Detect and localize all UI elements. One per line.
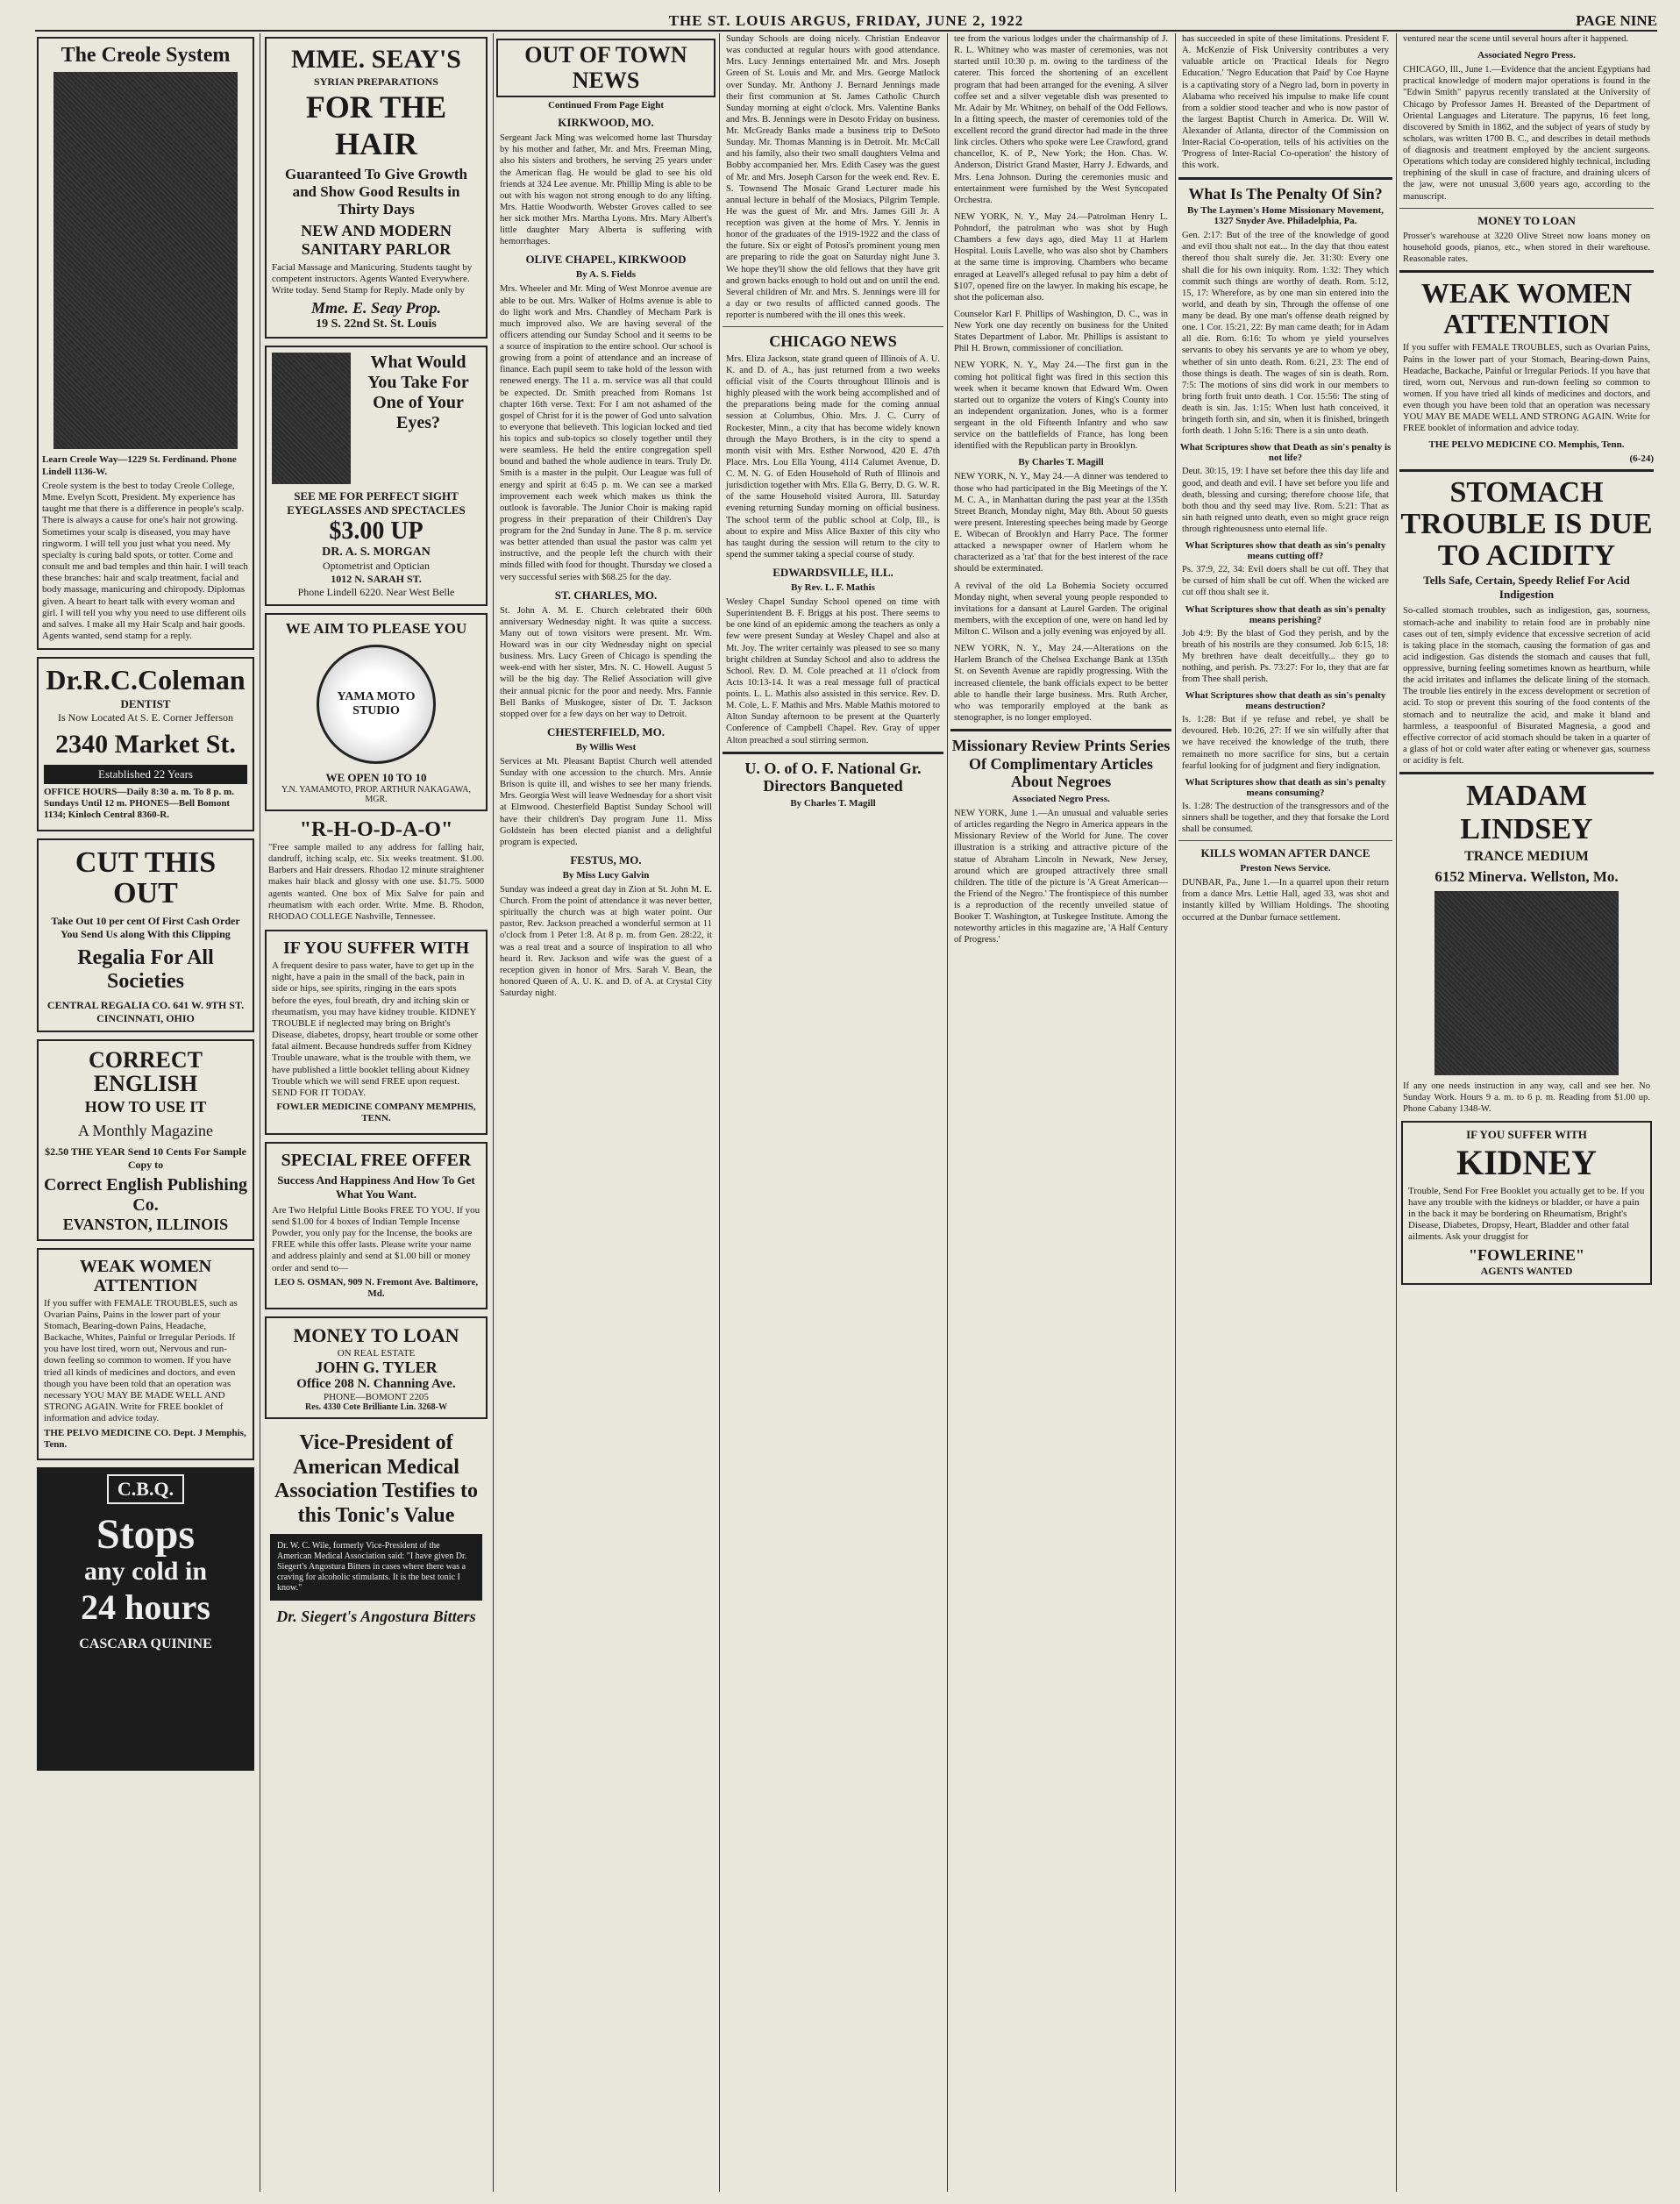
lindsey-title: MADAM LINDSEY	[1460, 780, 1593, 846]
coleman-ad	[37, 657, 254, 831]
tyler-loan-ad	[265, 1316, 488, 1419]
lindsey-sub: TRANCE MEDIUM	[1464, 849, 1589, 865]
column-rule	[947, 33, 948, 2192]
weak-women-ad-1	[37, 1248, 254, 1460]
vp-body-panel	[270, 1534, 482, 1601]
studio-head: WE AIM TO PLEASE YOU	[285, 620, 467, 638]
seay-ad	[265, 37, 488, 339]
missionary-byline: Associated Negro Press.	[1012, 794, 1110, 805]
divider	[1178, 177, 1392, 180]
column-3	[496, 33, 715, 2192]
olive-byline: By A. S. Fields	[575, 269, 637, 281]
what4-body: Is. 1:28: But if ye refuse and rebel, ye shall be devoured. Heb. 10:26, 27: If we sin wilfully after that we have received the knowledge of the truth, there remaineth no more sacrifice for sins, but a certain fearful looking for of judgment and fiery indignation.	[1182, 715, 1389, 771]
out-of-town-title: OUT OF TOWN NEWS	[496, 39, 715, 97]
magill-body: NEW YORK, N. Y., May 24.—A dinner was tendered to those who had participated in the Big Meetings of the Y. M. C. A., in Manhattan during the past year at the 135th Street Branch, Monday night, May 8th. About 50 guests were present. Interesting speeches being made by George E. Wibecan of Brooklyn and Harry Pace. The former attacked a newspaper owner of Harlem whom he characterized as a 'rat' that for the best interest of the race should be exterminated.	[954, 472, 1168, 574]
rhodao-ad	[265, 818, 488, 923]
cbq-panel	[37, 1467, 254, 1771]
offer-body: Are Two Helpful Little Books FREE TO YOU. If you send $1.00 for 4 boxes of Indian Temple Incense Powder, you only pay for the Incense, the books are FREE while this offer lasts. Please write your name and address plainly and send at $1.00 bill or money order and send to—	[272, 1204, 481, 1273]
ny5-body: NEW YORK, N. Y., May 24.—Alterations on the Harlem Branch of the Chelsea Exchange Bank at 135th St. on Seventh Avenue are rapidly progressing. With the increased clientele, the bank officials expect to be better able to handle their large business. Mrs. Ruth Archer, who was temporarily employed at the bank as stenographer, is no longer employed.	[954, 644, 1168, 723]
english-price: $2.50 THE YEAR Send 10 Cents For Sample Copy to	[45, 1145, 246, 1171]
english-title: CORRECT ENGLISH	[88, 1046, 203, 1097]
uof-byline: By Charles T. Magill	[790, 798, 876, 810]
weak-women-body-2: If you suffer with FEMALE TROUBLES, such as Ovarian Pains, Pains in the lower part of your Stomach, Bearing-down Pains, Headache, Backache, Painful or Irregular Periods. If you have that tired, worn out, Nervous and run-down feeling so common to women. If you have tried all kinds of medicines and doctors, and even though you have been told that an operation was necessary YOU MAY BE MADE WELL AND STRONG AGAIN. Write for FREE booklet of information and advice today.	[1403, 343, 1650, 434]
morgan-head: What Would You Take For One of Your Eyes?	[367, 353, 469, 433]
english-ad	[37, 1039, 254, 1241]
coleman-hours: OFFICE HOURS—Daily 8:30 a. m. To 8 p. m. Sundays Until 12 m. PHONES—Bell Bomont 1134; Kinloch Central 8360-R.	[44, 786, 234, 821]
suffer-body: A frequent desire to pass water, have to get up in the night, have a pain in the small of the back, pain in side or hips, see spirits, ringing in the ears spots before the eyes, foul breath, dry and itching skin or rheumatism, you may have kidney trouble. KIDNEY TROUBLE if neglected may bring on Bright's Disease, diabetes, dropsy, heart trouble or some other fatal ailment. Because hundreds suffer from Kidney Trouble unaware, what is the trouble with them, we have published a little booklet telling about Kidney Trouble which we will send FREE upon request. SEND FOR IT TODAY.	[272, 959, 479, 1098]
kidney-body: Trouble, Send For Free Booklet you actually get to be. If you have any trouble with the kidneys or bladder, or have a pain in the back it may be bordering on Rheumatism, Bright's Disease, Diabetes, Dropsy, Heart, Bladder and other fatal ailments. Ask your druggist for	[1408, 1185, 1645, 1243]
rhodao-body: "Free sample mailed to any address for falling hair, dandruff, itching scalp, etc. Six weeks treatment. $1.00. Barbers and Hair dressers. Rhodao 12 minute straightener makes hair black and glossy with one use. $1.75. 5000 agents wanted. One box of Mix Salve for pain and rheumatism with each order. Write. Mme. B. Rhodon, RHODAO COLLEGE Nashville, Tennessee.	[268, 843, 484, 922]
vp-foot: Dr. Siegert's Angostura Bitters	[276, 1607, 476, 1625]
offer-address: LEO S. OSMAN, 909 N. Fremont Ave. Baltimore, Md.	[274, 1276, 479, 1299]
column-4	[723, 33, 943, 2192]
column-rule	[493, 33, 494, 2192]
kidney-ad	[1401, 1121, 1652, 1285]
morgan-price: $3.00 UP	[329, 517, 424, 546]
weak-women-title-2: WEAK WOMEN ATTENTION	[1420, 277, 1633, 340]
morgan-title: Optometrist and Optician	[323, 560, 430, 573]
cut-out-product: Regalia For All Societies	[77, 945, 214, 993]
tyler-phone: PHONE—BOMONT 2205	[324, 1392, 429, 1403]
prosser-title: MONEY TO LOAN	[1477, 213, 1576, 227]
creole-ad	[37, 37, 254, 650]
coleman-title: DENTIST	[120, 696, 171, 710]
suffer-company: FOWLER MEDICINE COMPANY MEMPHIS, TENN.	[276, 1102, 476, 1124]
stomach-title: STOMACH TROUBLE IS DUE TO ACIDITY	[1400, 476, 1653, 572]
divider	[1178, 840, 1392, 841]
uof-head: U. O. of O. F. National Gr. Directors Banqueted	[744, 759, 922, 795]
cut-out-ad	[37, 838, 254, 1032]
stcharles-head: ST. CHARLES, MO.	[554, 588, 658, 602]
angostura-ad	[265, 1426, 488, 1630]
edwardsville-byline: By Rev. L. F. Mathis	[791, 582, 875, 594]
weak-women-title: WEAK WOMEN ATTENTION	[79, 1256, 212, 1295]
tyler-office: Office 208 N. Channing Ave.	[296, 1377, 456, 1392]
seay-guarantee: Guaranteed To Give Growth and Show Good Results in Thirty Days	[285, 165, 467, 218]
masthead-title: THE ST. LOUIS ARGUS, FRIDAY, JUNE 2, 1922	[668, 12, 1024, 29]
column-5	[950, 33, 1171, 2192]
offer-sub: Success And Happiness And How To Get What You Want.	[277, 1173, 475, 1201]
cut-out-line: Take Out 10 per cent Of First Cash Order You Send Us along With this Clipping	[51, 914, 240, 940]
divider	[723, 752, 943, 754]
tyler-sub: ON REAL ESTATE	[337, 1348, 416, 1359]
missionary-cont-body: has succeeded in spite of these limitations. President F. A. McKenzie of Fisk University contributes a very valuable article on 'Practical Ideals for Negro Education.' 'Negro Education that Paid' by Coe Hayne is a captivating story of a Negro lad, born in poverty in Alabama who received his impulse to make life count from a soldier stood teacher and who is now pastor of the largest Baptist Church in America. Dr. Will W. Alexander of Atlanta, director of the Commission on Inter-Racial Co-operation, tells of his activities on the 'Progress of Inter-Racial Co-operation' the history of this work.	[1182, 34, 1389, 171]
column-7	[1399, 33, 1654, 2192]
seay-sub: SYRIAN PREPARATIONS	[314, 75, 438, 88]
weak-women-body: If you suffer with FEMALE TROUBLES, such as Ovarian Pains, Pains in the lower part of your Stomach, Bearing-down Pains, Headache, Backache, Whites, Painful or Irregular Periods. If you have lost tired, worn out, Nervous and run-down feeling so common to women. If you have tried all kinds of medicines and doctors, and even though you have been told that an operation was necessary YOU MAY BE MADE WELL AND STRONG AGAIN. Write for FREE booklet of information and advice today.	[44, 1297, 238, 1424]
olive-head: OLIVE CHAPEL, KIRKWOOD	[525, 253, 687, 267]
column-6	[1178, 33, 1392, 2192]
column-1	[35, 33, 256, 2192]
edwardsville-body: Wesley Chapel Sunday School opened on time with Superintendent B. F. Briggs at his post. There seems to be one kind of an epidemic among the teachers as only a few were present Sunday at Wesley Chapel and also at Mt. Joy. The writer certainly was pleased to see so many bright children at Sunday School and also to address the School. Rev. D. M. Cole preached at 11 o'clock from Acts 10:13-14. It was a real message full of practical points. L. L. Mathis also assisted in this service. Rev. D. M. Cole, L. F. Mathis and Mrs. Mable Mathis motored to Alton Sunday afternoon to be present at the Quarterly Conference of Campbell Chapel. Rev. Gray of upper Alton preached a soul stirring sermon.	[726, 597, 940, 745]
stomach-body: So-called stomach troubles, such as indigestion, gas, sourness, stomach-ache and inability to retain food are in probably nine cases out of ten, simply evidence that excessive secretion of acid is taking place in the stomach, causing the formation of gas and acid indigestion. Gas distends the stomach and causes that full, oppressive, burning feeling sometimes known as heartburn, while the acid irritates and inflames the delicate lining of the stomach. The trouble lies entirely in the excess development or secretion of acid. To stop or prevent this souring of the food contents of the stomach and to neutralize the acid, and make it bland and harmless, a teaspoonful of Bisurated Magnesia, a good and effective corrector of acid stomach should be taken in a quarter of a glass of hot or cold water after eating or whenever gas, sourness or acidity is felt.	[1403, 606, 1650, 767]
what5-head: What Scriptures show that death as sin's penalty means consuming?	[1185, 776, 1386, 798]
coleman-name: Dr.R.C.Coleman	[46, 664, 246, 696]
penalty-body: Gen. 2:17: But of the tree of the knowledge of good and evil thou shalt not eat... In the day that thou eatest thereof thou shalt surely die. Jer. 31:30: Every one shall die for his own iniquity. Rom. 1:32: They which commit such things are worthy of death. Rom. 5:12, 15, 17: Wherefore, as by one man sin entered into the world, and death by sin, Through the offense of one many be dead. By one man's offense death reigned by one. 1 Cor. 15:21, 22: By man came death; for in Adam all die. Rom. 6:16: To whom ye yield yourselves servants to obey his servants ye are to whom ye obey, whether of sin unto death. Rom. 6:21, 23: The end of those things is death. The wages of sin is death. Rom. 7:5: The motions of sins did work in our members to bring forth fruit unto death. 1 Cor. 15:56: The sting of death is sin. Jas. 1:15: When lust hath conceived, it bringeth forth sin, and sin, when it is finished, bringeth forth death. 1 John 5:16: There is a sin unto death.	[1182, 231, 1389, 437]
stcharles-body: St. John A. M. E. Church celebrated their 60th anniversary Wednesday night. It was quite a success. Many out of town visitors were present. Mr. Wm. Howard was in our city Wednesday night on special business. Mrs. Lucy Green of Chicago is spending the week-end with her sister, Mrs. N. C. Howell. August 5 will be the big day. The Relief Association will give their annual picnic for the poor and needy. Mrs. Fannie Bell Banks of Muskogee, sister of Dr. T. Jackson stopped over for a few days on her way to Detroit.	[500, 605, 712, 719]
divider	[1399, 469, 1654, 472]
weak-women-company: THE PELVO MEDICINE CO. Dept. J Memphis, Tenn.	[44, 1427, 246, 1450]
kills-body: DUNBAR, Pa., June 1.—In a quarrel upon their return from a dance Mrs. Lettie Hall, aged 33, was shot and instantly killed by William Holdings. The shooting occurred at the Dunbar furnace settlement.	[1182, 878, 1389, 923]
ny3-body: NEW YORK, N. Y., May 24.—The first gun in the coming hot political fight was fired in this section this week when it became known that Edward Wm. Owen started out to organize the voters of King's County into an independent organization. Jones, who is a former sergeant in the old Fifteenth Infantry and who saw service on the battlefields of France, has long been identified with the Republican party in Brooklyn.	[954, 360, 1168, 452]
kirkwood-body: Sergeant Jack Ming was welcomed home last Thursday by his mother and father, Mr. and Mrs. Freeman Ming, also his sisters and brothers, he serving 25 years under the American flag. He would be glad to see his old friends at 324 Lee avenue. Mr. Phillip Ming is able to be out with his wagon not strong enough to do any lifting. Mrs. Hattie Woodworth. Webster Groves called to see her sick mother Mrs. Martha Lyons. Mrs. Mary Albert's little daughter Mary Alberta is suffering with hemorrhages.	[500, 133, 712, 247]
kidney-brand: "FOWLERINE"	[1468, 1245, 1584, 1264]
what4-head: What Scriptures show that death as sin's penalty means destruction?	[1185, 690, 1386, 712]
page-number: PAGE NINE	[1576, 12, 1657, 29]
vp-title: Vice-President of American Medical Association Testifies to this Tonic's Value	[274, 1431, 478, 1528]
coleman-moved: Is Now Located At S. E. Corner Jefferson	[57, 710, 234, 724]
english-subtitle: HOW TO USE IT	[84, 1097, 207, 1116]
seay-parlor: NEW AND MODERN SANITARY PARLOR	[301, 221, 452, 258]
ny2-body: Counselor Karl F. Phillips of Washington, D. C., was in New York one day recently on business for the United States Department of Labor. Mr. Phillips is assistant to Phil H. Brown, commissioner of conciliation.	[954, 309, 1168, 354]
potosi-body: Sunday Schools are doing nicely. Christian Endeavor was conducted at regular hours with good attendance. Mrs. Lucy Jennings entertained Mr. and Mrs. Joseph Green of St. Louis and Mr. and Mrs. George Matlock over Sunday. Mr. Anthony J. Bernard Jennings made their first communion at St. James Catholic Church Sunday morning at eight o'clock. Mrs. Valentine Banks and Mrs. B. Jennings were in Desoto Friday on business. Mr. McGready Banks made a business trip to DeSoto Sunday. Mr. Thomas Manning is in Detroit. Mr. McCall and his family, also their two small daughters Velma and Bobby accompanied her. Mrs. Edith Casey was the guest of Mr. and Mrs. Joseph Carson for the week end. Rev. E. S. Townsend The Mosaic Grand Lecturer made his annual lecture in behalf of the Mosiacs, Pilgrim Temple. He was the guest of Mr. and Mrs. James Gill Jr. A reception was given at the home of Mrs. Y. Jennis in honor of the graduates of the 1919-1922 and the class of the future. Six or eight of Potosi's prominent young men are preparing to ride the goat on Saturday night June 3. We hope they'll show the old fellows that they have grit and grown backs enough to hold out and on until the end. Several children of Mr. and Mrs. S. Jennings were ill for a day or two results of afflicted canned goods. The reporter is numbered with the ill ones this week.	[726, 34, 940, 320]
magill-byline: By Charles T. Magill	[1018, 457, 1104, 468]
english-company: Correct English Publishing Co.	[44, 1174, 247, 1215]
what5-body: Is. 1:28: The destruction of the transgressors and of the sinners shall be together, and they that forsake the Lord shall be consumed.	[1182, 801, 1389, 835]
cbq-line3: 24 hours	[81, 1587, 210, 1628]
seay-signature: Mme. E. Seay Prop.	[311, 299, 441, 317]
chicago-body: Mrs. Eliza Jackson, state grand queen of Illinois of A. U. K. and D. of A., has just returned from a two weeks official visit of the Courts throughout Illinois and is highly pleased with the work being accomplished and of the preparations being made for the coming annual session at Columbus, Ohio. Mrs. J. C. Curry of Rockester, Minn., a city that has become widely known through the Mayo Brothers, is in the city to spend a month visit with Mrs. Esther Norwood, 420 E. 47th Place. Mrs. Lou Ella Young, 4114 Calumet Avenue, D. C. M. N. G. of Eden Household of Ruth of Illinois and jurisdiction together with Mrs. Ella G. Berry, D. G. W. R. of the same Household visited Aurora, Ill. Saturday evening returning Sunday morning on official business. The school term of the public school at Colp, Ill., is about to expire and Miss Alice Baxter of this city who has taught during the session will return to the city to spend the summer taking a special course of study.	[726, 353, 940, 560]
missionary-head: Missionary Review Prints Series Of Complimentary Articles About Negroes	[951, 737, 1171, 791]
egypt-byline: Associated Negro Press.	[1477, 50, 1576, 61]
chesterfield-body: Services at Mt. Pleasant Baptist Church well attended Sunday with one accession to the church. Mrs. Annie Brison is quite ill, and wishes to see her many friends. Mrs. Georgia West will leave Wednesday for a short visit at Elmwood. Chesterfield Baptist Sunday School will have their children's Day program June 11. Miss Goldstein has been elected pianist and a delightful program is expected.	[500, 756, 712, 847]
kidney-ad-suffer	[265, 930, 488, 1135]
what1-body: Deut. 30:15, 19: I have set before thee this day life and good, and death and evil. I have set before you life and death, blessing and cursing; therefore choose life, that both thou and thy seed may live. Rom. 5:21: That as sin hath reigned unto death, even so might grace reign through righteousness unto eternal life.	[1182, 467, 1389, 535]
morgan-address: 1012 N. SARAH ST.	[331, 573, 422, 586]
creole-portrait	[53, 72, 238, 449]
vp-body: Dr. W. C. Wile, formerly Vice-President of the American Medical Association said: "I have given Dr. Siegert's Angostura Bitters in cases where there was a craving for alcoholic stimulants. It is the best tonic I know."	[277, 1540, 467, 1593]
kills-byline: Preston News Service.	[1240, 863, 1331, 874]
lindsey-portrait	[1434, 891, 1619, 1075]
seay-address: 19 S. 22nd St. St. Louis	[316, 317, 437, 332]
chesterfield-byline: By Willis West	[575, 741, 637, 752]
what2-body: Ps. 37:9, 22, 34: Evil doers shall be cut off. They that be cursed of him shall be cut off. When the wicked are cut off thou shalt see it.	[1182, 565, 1389, 598]
cbq-line2: any cold in	[83, 1557, 208, 1587]
cbq-sign: C.B.Q.	[107, 1474, 184, 1504]
morgan-portrait	[272, 353, 351, 484]
column-rule	[1175, 33, 1176, 2192]
penalty-byline: By The Laymen's Home Missionary Movement, 1327 Snyder Ave. Philadelphia, Pa.	[1186, 205, 1385, 227]
cut-out-title: CUT THIS OUT	[75, 845, 217, 910]
divider	[1399, 270, 1654, 273]
seay-head: FOR THE HAIR	[305, 89, 447, 161]
tyler-name: JOHN G. TYLER	[315, 1359, 438, 1377]
cbq-ad	[37, 1467, 254, 1771]
col7-top-body: ventured near the scene until several hours after it happened.	[1403, 34, 1629, 44]
seay-title: MME. SEAY'S	[291, 45, 461, 74]
weak-women-code: (6-24)	[1629, 453, 1654, 465]
lindsey-body: If any one needs instruction in any way, call and see her. No Sunday Work. Hours 9 a. m. to 6 p. m. Reading from $1.00 up. Phone Cabany 1348-W.	[1403, 1081, 1650, 1115]
divider	[1399, 208, 1654, 209]
kidney-title: KIDNEY	[1456, 1142, 1598, 1182]
ny4-body: A revival of the old La Bohemia Society occurred Monday night, when several young people responded to invitations for a dansant at Laurel Garden. The original members, with the exception of one, were on hand led by Milton C. Wilson and a jolly evening was enjoyed by all.	[954, 581, 1168, 637]
coleman-address: 2340 Market St.	[55, 729, 236, 759]
prosser-body: Prosser's warehouse at 3220 Olive Street now loans money on household goods, pianos, etc., when stored in their warehouse. Reasonable rates.	[1403, 231, 1650, 264]
what3-body: Job 4:9: By the blast of God they perish, and by the breath of his nostrils are they consumed. Job 6:15, 18: My brethren have dealt deceitfully... they go to nothing, and perish. Ps. 73:27: For lo, they that are far from Thee shall perish.	[1182, 628, 1389, 685]
seay-body: Facial Massage and Manicuring. Students taught by competent instructors. Agents Wanted Everywhere. Write today. Send Stamp for Reply. Made only by	[272, 261, 473, 296]
chesterfield-head: CHESTERFIELD, MO.	[547, 724, 665, 738]
festus-byline: By Miss Lucy Galvin	[562, 869, 650, 881]
morgan-ad	[265, 346, 488, 606]
column-2	[263, 33, 489, 2192]
festus-head: FESTUS, MO.	[570, 852, 642, 867]
cbq-line1: Stops	[96, 1510, 196, 1558]
what2-head: What Scriptures show that death as sin's penalty means cutting off?	[1185, 540, 1386, 562]
free-offer-ad	[265, 1142, 488, 1310]
divider	[1399, 772, 1654, 774]
rhodao-title: "R-H-O-D-A-O"	[299, 818, 453, 842]
edwardsville-head: EDWARDSVILLE, ILL.	[772, 566, 893, 580]
lindsey-address: 6152 Minerva. Wellston, Mo.	[1434, 868, 1619, 886]
studio-hours: WE OPEN 10 TO 10	[325, 771, 427, 785]
chicago-head: CHICAGO NEWS	[769, 332, 897, 351]
divider	[723, 326, 943, 327]
festus-body: Sunday was indeed a great day in Zion at St. John M. E. Church. From the point of attendance it was never better, spiritually the church was at high water point. Our pastor, Rev. Jackson preached a wonderful sermon at 11 o'clock from 1 Peter 1:8. At 8 p. m. from Gen. 28:22, it was a real treat and a source of inspiration to all who heard it. Rev. Jackson and wife was the guest of a reception given in honor of Mrs. Sarah V. Bean, the honored Queen of A. U. K. and D. of A. at Crystal City Saturday night.	[500, 884, 712, 999]
tyler-res: Res. 4330 Cote Brilliante Lin. 3268-W	[305, 1402, 447, 1413]
english-city: EVANSTON, ILLINOIS	[62, 1215, 229, 1233]
missionary-body: NEW YORK, June 1.—An unusual and valuable series of articles regarding the Negro in America appears in the Missionary Review of the World for June. The cover illustration is a striking and attractive picture of the statue of Abraham Lincoln in Newark, New Jersey, around which are grouped attractively three small children. The title of the picture is 'A Great American—the Friend of the Negro.' The frontispiece of this number is a reproduction of the recently unveiled statue of Booker T. Washington, at Tuskegee Institute. Among the noteworthy articles in this magazine are, 'A Half Century of Progress.'	[954, 809, 1168, 945]
olive-body: Mrs. Wheeler and Mr. Ming of West Monroe avenue are able to be out. Mrs. Walker of Holms avenue is able to do light work and Mrs. Chandley of Mecham Park is much improved also. We are having several of the officers attending our Sunday School and it seems to be a source of inspiration to the entire school. Our school is growing from a point of attendance and an increase of finance. Each pupil seem to take hold of the lesson with renewed energy. The 11 a. m. service was all that could be expected. Dr. Smith preached from Romans 1st chapter 16th verse. Text: For I am not ashamed of the gospel of Christ for it is the power of God unto salvation to everyone that believeth. This logician locked and tied his topics and sub-topics so closely together until they were seamless. He held the entire congregation spell bound and bathed the whole audience in tears. Truly Dr. Smith is a master in the pulpit. Our League was full of energy and spirit at 6:45 p. m. We can see a marked improvement each week which makes us think the outlook is favorable. The Junior Choir is making rapid progress in their preparation of their Children's Day program for the 2nd Sunday in June. The 8 p. m. service was better attended than usual the pastor was calm yet instructive, and the people left the church with their minds filled with food for thought. Thursday we closed a very successful series with $68.25 for the day.	[500, 284, 712, 582]
creole-body: Creole system is the best to today Creole College, Mme. Evelyn Scott, President. My experience has taught me that there is a difference in people's scalp. There is always a cause for one's hair not growing. Sometimes your scalp is diseased, you may have ringworm. I will tell you just what you need. My specialty is curing bald spots, or totter. Come and consult me and bad temples and thin hair. I will teach these branches: hair and scalp treatment, facial and body massage, manicuring and chiropody. Diplomas given. A heart to heart talk with every woman and girl. I will tell you why you need to use different oils and salves. I make all my Hair Scalp and hair goods. Agents wanted, send stamp for a reply.	[42, 480, 248, 642]
morgan-phone: Phone Lindell 6220. Near West Belle	[297, 586, 455, 599]
creole-title: The Creole System	[61, 44, 231, 67]
ny1-body: NEW YORK, N. Y., May 24.—Patrolman Henry L. Pohndorf, the patrolman who was shot by Hugh Chambers a few days ago, died May 11 at Harlem Hospital. Louis Lavelle, who was also shot by Chambers at the same time is improving. Chambers who became enraged at Leavell's alleged refusal to pay him a debt of $107, opened fire on the lawyer. In making his escape, he shot the policeman also.	[954, 211, 1168, 303]
morgan-name: DR. A. S. MORGAN	[322, 546, 431, 560]
weak-women-company-2: THE PELVO MEDICINE CO. Memphis, Tenn.	[1428, 439, 1625, 451]
studio-emblem	[317, 645, 436, 764]
kills-head: KILLS WOMAN AFTER DANCE	[1200, 846, 1370, 860]
offer-title: SPECIAL FREE OFFER	[281, 1150, 472, 1170]
stomach-sub: Tells Safe, Certain, Speedy Relief For Acid Indigestion	[1423, 574, 1630, 602]
out-of-town-sub: Continued From Page Eight	[547, 100, 665, 111]
creole-caption: Learn Creole Way—1229 St. Ferdinand. Phone Lindell 1136-W.	[42, 454, 237, 477]
cbq-brand: CASCARA QUININE	[79, 1637, 212, 1652]
egypt-body: CHICAGO, Ill., June 1.—Evidence that the ancient Egyptians had practical knowledge of modern major operations is found in the "Edwin Smith" papyrus recently translated at the University of Chicago by Professor James H. Breasted of the Department of Oriental Languages and Literature. The papyrus, 16 feet long, discovered by Smith in 1862, and the subject of years of study by scholars, was written 1700 B. C., and describes in detail methods of diagnosis and treatment employed by the ancient surgeons. Operations which today are considered highly technical, including trephining of the skull in case of fracture, and draining ulcers of the jaw, were not unusual 3,600 years ago, according to the manuscript.	[1403, 65, 1650, 202]
column-rule	[1396, 33, 1397, 2192]
kidney-agents: AGENTS WANTED	[1480, 1264, 1573, 1277]
masthead	[35, 7, 1657, 32]
studio-name: YAMA MOTO STUDIO	[337, 690, 416, 718]
what1-head: What Scriptures show that Death as sin's penalty is not life?	[1179, 442, 1392, 464]
tyler-title: MONEY TO LOAN	[293, 1324, 459, 1347]
banquet-body: tee from the various lodges under the chairmanship of J. R. L. Whitney who was master of ceremonies, was not started until 10:30 p. m. owing to the tardiness of the caterer. This forced the shortening of an excellent program that had been arranged for the evening. A silver coffee set and a silver vegetable dish was presented to Mr. Adair by Mr. Whitney, on behalf of the Odd Fellows. In a fitting speech, the master of ceremonies told of the excellent record the grand director had made in the three link circles. Others who spoke were Lee Crawford, grand chancellor, K. of P., New York; the Hon. Chas. W. Anderson, District Grand Master, Harry J. Edwards, and Mrs. Lena Johnson. During the ceremonies music and entertainment were furnished by the West Syncopated Orchestra.	[954, 34, 1168, 205]
divider	[950, 729, 1171, 731]
studio-people: Y.N. YAMAMOTO, PROP. ARTHUR NAKAGAWA, MGR.	[281, 785, 471, 805]
cut-out-company: CENTRAL REGALIA CO. 641 W. 9TH ST. CINCINNATI, OHIO	[46, 998, 245, 1024]
kidney-pre: IF YOU SUFFER WITH	[1466, 1127, 1587, 1141]
morgan-glasses: EYEGLASSES AND SPECTACLES	[287, 503, 466, 517]
studio-ad	[265, 613, 488, 811]
what3-head: What Scriptures show that death as sin's penalty means perishing?	[1185, 603, 1386, 625]
morgan-see: SEE ME FOR PERFECT SIGHT	[294, 489, 459, 503]
penalty-head: What Is The Penalty Of Sin?	[1188, 184, 1383, 203]
column-rule	[719, 33, 720, 2192]
kirkwood-head: KIRKWOOD, MO.	[558, 116, 654, 130]
english-magazine: A Monthly Magazine	[78, 1121, 213, 1139]
suffer-title: IF YOU SUFFER WITH	[282, 938, 470, 958]
coleman-established: Established 22 Years	[44, 765, 247, 784]
